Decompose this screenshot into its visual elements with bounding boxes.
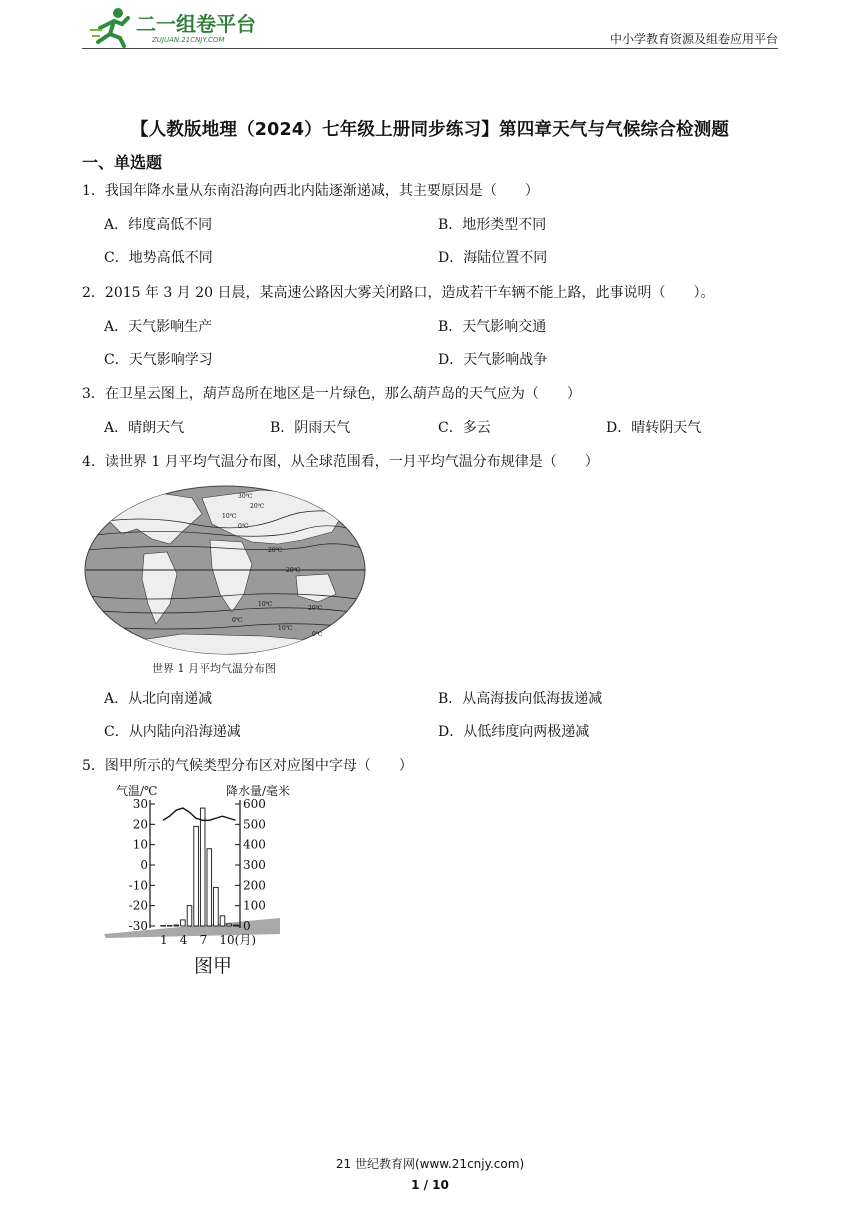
precipitation-bar: [227, 924, 232, 926]
temperature-line: [163, 808, 236, 820]
map-caption: 世界 1 月平均气温分布图: [152, 662, 276, 675]
question-1-option-b[interactable]: B．地形类型不同: [438, 217, 547, 233]
precipitation-bar: [174, 925, 179, 926]
right-axis-label: 降水量/毫米: [226, 784, 291, 798]
question-4-option-d[interactable]: D．从低纬度向两极递减: [438, 724, 590, 740]
question-4-option-a[interactable]: A．从北向南递减: [104, 691, 213, 707]
precipitation-bar: [161, 926, 166, 927]
question-1-stem: 1．我国年降水量从东南沿海向西北内陆逐渐递减，其主要原因是（ ）: [82, 183, 539, 199]
left-tick-label: -30: [128, 919, 148, 933]
right-tick-label: 400: [243, 837, 266, 852]
map-label: 20℃: [268, 547, 283, 554]
question-1-option-a[interactable]: A．纬度高低不同: [104, 217, 213, 233]
climate-chart-jia: [104, 782, 294, 978]
map-label: 0℃: [232, 617, 243, 624]
page-header: [82, 6, 778, 49]
map-label: 20℃: [286, 567, 301, 574]
question-2-stem: 2．2015 年 3 月 20 日晨，某高速公路因大雾关闭路口，造成若干车辆不能上路，此事说明（ ）。: [82, 285, 715, 301]
question-2-option-b[interactable]: B．天气影响交通: [438, 319, 547, 335]
question-3-option-d[interactable]: D．晴转阴天气: [606, 420, 702, 436]
left-tick-label: 0: [140, 858, 148, 872]
precipitation-bar: [233, 925, 238, 926]
question-4-stem: 4．读世界 1 月平均气温分布图，从全球范围看，一月平均气温分布规律是（ ）: [82, 454, 599, 470]
map-label: 10℃: [222, 513, 237, 520]
precipitation-bar: [181, 920, 186, 926]
precipitation-bar: [187, 906, 192, 926]
precipitation-bar: [214, 887, 219, 926]
x-tick-label: 10(月): [219, 933, 257, 947]
logo: [88, 6, 288, 48]
map-label: 0℃: [312, 631, 323, 638]
question-3-option-a[interactable]: A．晴朗天气: [104, 420, 185, 436]
logo-text: 二一组卷平台: [136, 12, 256, 36]
logo-runner-icon: [88, 6, 288, 48]
x-tick-label: 4: [179, 933, 188, 947]
question-4-option-c[interactable]: C．从内陆向沿海递减: [104, 724, 241, 740]
footer-site: 21 世纪教育网(www.21cnjy.com): [335, 1157, 525, 1171]
left-tick-label: -20: [128, 898, 148, 913]
page-title: 【人教版地理（2024）七年级上册同步练习】第四章天气与气候综合检测题: [130, 120, 730, 140]
right-tick-label: 300: [243, 858, 266, 872]
world-january-temperature-map: [82, 484, 368, 680]
left-tick-label: 10: [132, 837, 148, 852]
section-heading: 一、单选题: [82, 153, 163, 172]
map-label: 0℃: [238, 523, 249, 530]
question-2-option-c[interactable]: C．天气影响学习: [104, 352, 213, 368]
question-3-stem: 3．在卫星云图上，葫芦岛所在地区是一片绿色，那么葫芦岛的天气应为（ ）: [82, 386, 581, 402]
map-label: 10℃: [258, 601, 273, 608]
left-axis-label: 气温/℃: [116, 784, 158, 798]
question-2-option-a[interactable]: A．天气影响生产: [104, 319, 213, 335]
left-tick-label: -10: [128, 878, 148, 893]
x-tick-label: 7: [199, 933, 208, 947]
question-1-option-d[interactable]: D．海陆位置不同: [438, 250, 548, 266]
precipitation-bar: [207, 849, 212, 926]
right-tick-label: 100: [243, 898, 266, 913]
question-5-stem: 5．图甲所示的气候类型分布区对应图中字母（ ）: [82, 758, 413, 774]
precipitation-bar: [200, 808, 205, 926]
left-tick-label: 20: [132, 817, 148, 832]
chart-caption: 图甲: [194, 955, 233, 977]
map-label: 10℃: [278, 625, 293, 632]
question-3-option-b[interactable]: B．阴雨天气: [270, 420, 351, 436]
right-tick-label: 200: [243, 878, 266, 893]
question-2-option-d[interactable]: D．天气影响战争: [438, 352, 548, 368]
page-number: 1 / 10: [411, 1178, 449, 1192]
map-label: 30℃: [238, 493, 253, 500]
x-tick-label: 1: [160, 933, 168, 947]
logo-subtext: ZUJUAN.21CNJY.COM: [152, 36, 225, 44]
right-tick-label: 500: [243, 817, 266, 832]
precipitation-bar: [167, 926, 172, 927]
question-1-option-c[interactable]: C．地势高低不同: [104, 250, 213, 266]
precipitation-bar: [220, 916, 225, 926]
left-tick-label: 30: [132, 797, 148, 811]
question-4-option-b[interactable]: B．从高海拔向低海拔递减: [438, 691, 603, 707]
question-3-option-c[interactable]: C．多云: [438, 420, 491, 436]
precipitation-bar: [194, 826, 199, 926]
right-tick-label: 600: [243, 797, 266, 811]
right-tick-label: 0: [243, 919, 251, 933]
map-label: 20℃: [250, 503, 265, 510]
header-platform-text: 中小学教育资源及组卷应用平台: [609, 32, 778, 46]
map-label: 20℃: [308, 605, 323, 612]
